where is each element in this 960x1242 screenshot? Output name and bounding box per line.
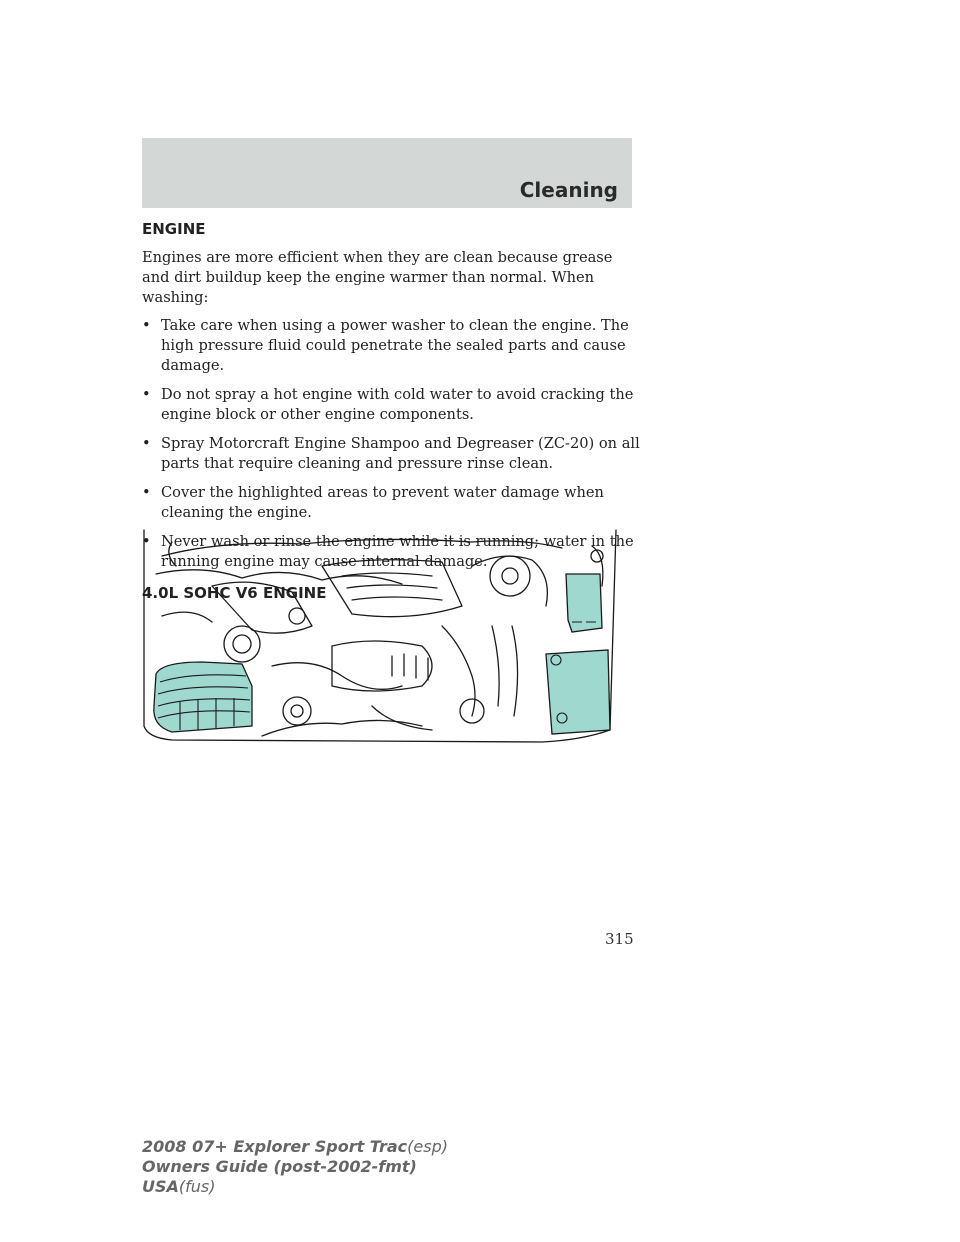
list-item [142,316,642,376]
list-item-text: Spray Motorcraft Engine Shampoo and Degreaser (ZC-20) on all parts that require cleaning and pressure rinse clean. [161,435,640,472]
footer-market: USA [142,1177,179,1196]
footer-guide: Owners Guide (post-2002-fmt) [142,1157,417,1176]
list-item [142,434,642,474]
list-item-text: Take care when using a power washer to clean the engine. The high pressure fluid could penetrate the sealed parts and cause damage. [161,317,629,374]
engine-compartment-illustration [142,526,620,760]
footer-model: 2008 07+ Explorer Sport Trac [142,1137,408,1156]
footer-model-code: (esp) [407,1137,448,1156]
list-item-text: Cover the highlighted areas to prevent water damage when cleaning the engine. [161,484,604,521]
engine-heading: ENGINE [142,220,206,238]
list-item-text: Do not spray a hot engine with cold water to avoid cracking the engine block or other engine components. [161,386,634,423]
list-item [142,483,642,523]
document-footer [142,1137,448,1197]
bullet-mark: • [142,317,151,334]
list-item-text: Never wash or rinse the engine while it is running; water in the running engine may cause internal damage. [161,533,634,570]
list-item [142,385,642,425]
engine-subheading: 4.0L SOHC V6 ENGINE [142,584,327,602]
footer-market-code: (fus) [178,1177,216,1196]
header-band [142,138,632,208]
section-title: Cleaning [519,178,618,202]
page-number: 315 [605,930,634,948]
intro-paragraph: Engines are more efficient when they are clean because grease and dirt buildup keep the engine warmer than normal. When washing: [142,249,613,306]
bullet-mark: • [142,484,151,501]
bullet-mark: • [142,386,151,403]
bullet-mark: • [142,435,151,452]
bullet-mark: • [142,533,151,550]
